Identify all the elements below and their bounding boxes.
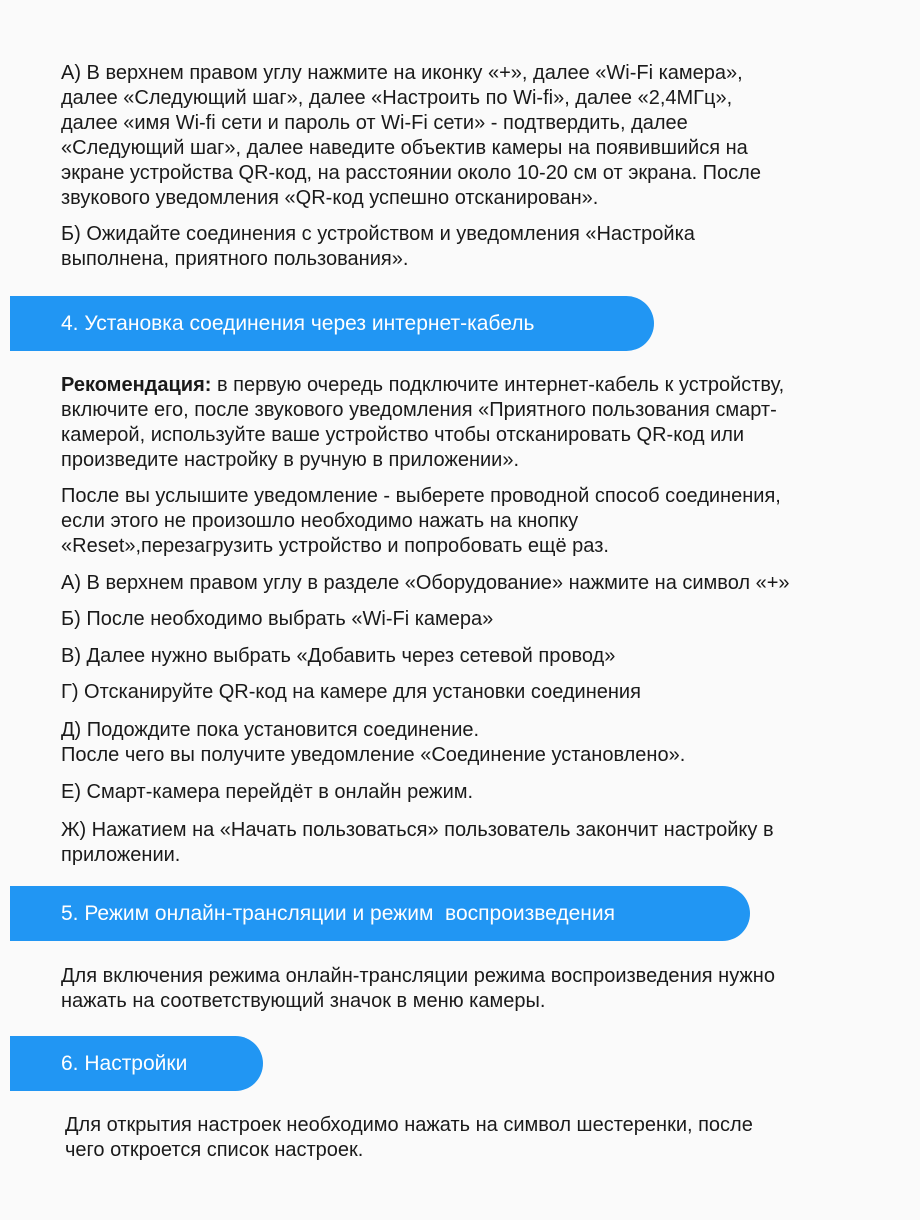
step-g-text: Г) Отсканируйте QR-код на камере для установки соединения <box>61 681 641 703</box>
section-5-text: Для включения режима онлайн-трансляции режима воспроизведения нужно нажать на соответствующий значок в меню камеры. <box>61 965 775 1012</box>
intro-step-a-text: А) В верхнем правом углу нажмите на иконку «+», далее «Wi-Fi камера», далее «Следующий шаг», далее «Настроить по Wi-fi», далее «2,4МГц», далее «имя Wi-fi сети и пароль от Wi-Fi сети» - подтвердить, далее «Следующий шаг», далее наведите объектив камеры на появившийся на экране устройства QR-код, на расстоянии около 10-20 см от экрана. После звукового уведомления «QR-код успешно отсканирован». <box>61 62 761 209</box>
section-6-header: 6. Настройки <box>10 1036 263 1091</box>
section-6-text: Для открытия настроек необходимо нажать на символ шестеренки, после чего откроется список настроек. <box>65 1114 753 1161</box>
recommendation-label: Рекомендация: <box>61 374 212 396</box>
step-zh-text: Ж) Нажатием на «Начать пользоваться» пользователь закончит настройку в приложении. <box>61 819 774 866</box>
recommendation-text: в первую очередь подключите интернет-кабель к устройству, включите его, после звукового уведомления «Приятного пользования смарт- камерой, используйте ваше устройство чтобы отсканировать QR-код или произведите настройку в ручную в приложении». <box>61 374 785 471</box>
step-e-text: Е) Смарт-камера перейдёт в онлайн режим. <box>61 781 474 803</box>
intro-step-b-text: Б) Ожидайте соединения с устройством и уведомления «Настройка выполнена, приятного пользования». <box>61 223 695 270</box>
step-a-text: А) В верхнем правом углу в разделе «Оборудование» нажмите на символ «+» <box>61 572 790 594</box>
section-5-header: 5. Режим онлайн-трансляции и режим воспроизведения <box>10 886 750 941</box>
step-v-text: В) Далее нужно выбрать «Добавить через сетевой провод» <box>61 645 616 667</box>
step-d-text: Д) Подождите пока установится соединение. После чего вы получите уведомление «Соединение установлено». <box>61 719 686 766</box>
after-notification-text: После вы услышите уведомление - выберете проводной способ соединения, если этого не произошло необходимо нажать на кнопку «Reset»,перезагрузить устройство и попробовать ещё раз. <box>61 485 781 557</box>
step-b-text: Б) После необходимо выбрать «Wi-Fi камера» <box>61 608 494 630</box>
section-4-header: 4. Установка соединения через интернет-кабель <box>10 296 654 351</box>
recommendation-paragraph <box>61 373 891 473</box>
